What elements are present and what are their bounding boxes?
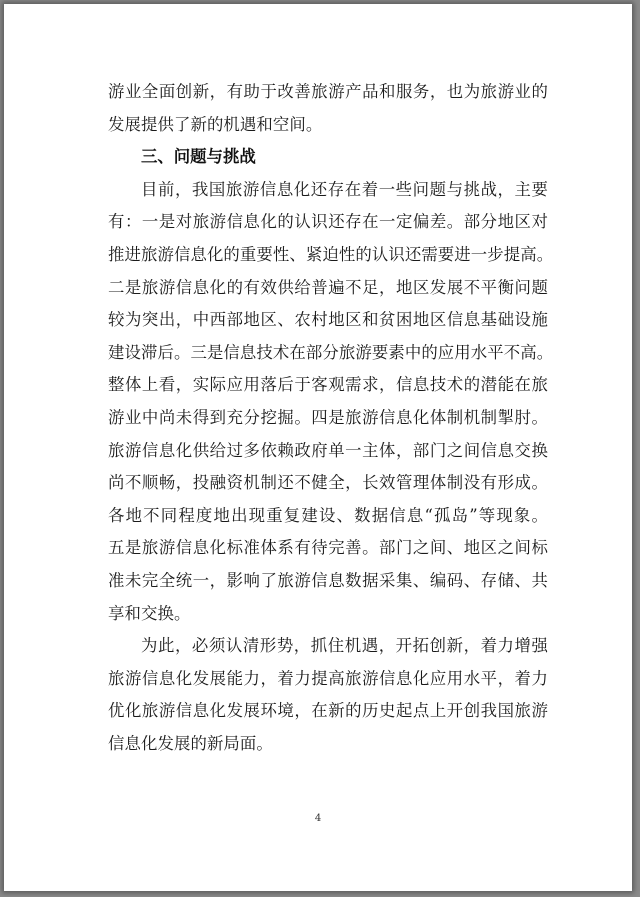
body-line: 为此，必须认清形势，抓住机遇，开拓创新，着力增强 xyxy=(141,636,548,656)
body-line: 整体上看，实际应用落后于客观需求，信息技术的潜能在旅 xyxy=(108,375,548,395)
body-line: 旅游信息化发展能力，着力提高旅游信息化应用水平，着力 xyxy=(108,668,548,688)
document-page xyxy=(4,4,632,891)
page-number: 4 xyxy=(314,813,322,824)
body-line: 信息化发展的新局面。 xyxy=(108,733,273,753)
body-line: 游业中尚未得到充分挖掘。四是旅游信息化体制机制掣肘。 xyxy=(108,407,548,427)
body-line: 有：一是对旅游信息化的认识还存在一定偏差。部分地区对 xyxy=(108,212,548,232)
body-line: 尚不顺畅，投融资机制还不健全，长效管理体制没有形成。 xyxy=(108,473,548,493)
body-line: 发展提供了新的机遇和空间。 xyxy=(108,114,323,134)
body-line: 游业全面创新，有助于改善旅游产品和服务，也为旅游业的 xyxy=(108,82,548,101)
body-line: 优化旅游信息化发展环境，在新的历史起点上开创我国旅游 xyxy=(108,701,548,721)
body-line: 二是旅游信息化的有效供给普遍不足，地区发展不平衡问题 xyxy=(108,277,548,297)
body-line: 各地不同程度地出现重复建设、数据信息“孤岛”等现象。 xyxy=(108,505,548,525)
body-line: 准未完全统一，影响了旅游信息数据采集、编码、存储、共 xyxy=(108,570,548,590)
body-line: 建设滞后。三是信息技术在部分旅游要素中的应用水平不高。 xyxy=(108,342,554,362)
section-heading: 三、问题与挑战 xyxy=(141,147,256,167)
body-line: 较为突出，中西部地区、农村地区和贫困地区信息基础设施 xyxy=(108,310,548,330)
body-line: 旅游信息化供给过多依赖政府单一主体，部门之间信息交换 xyxy=(108,440,548,460)
body-line: 享和交换。 xyxy=(108,603,191,623)
body-line: 推进旅游信息化的重要性、紧迫性的认识还需要进一步提高。 xyxy=(108,244,554,264)
body-line: 目前，我国旅游信息化还存在着一些问题与挑战，主要 xyxy=(141,179,548,199)
body-line: 五是旅游信息化标准体系有待完善。部门之间、地区之间标 xyxy=(108,538,548,558)
page-body xyxy=(108,76,554,760)
